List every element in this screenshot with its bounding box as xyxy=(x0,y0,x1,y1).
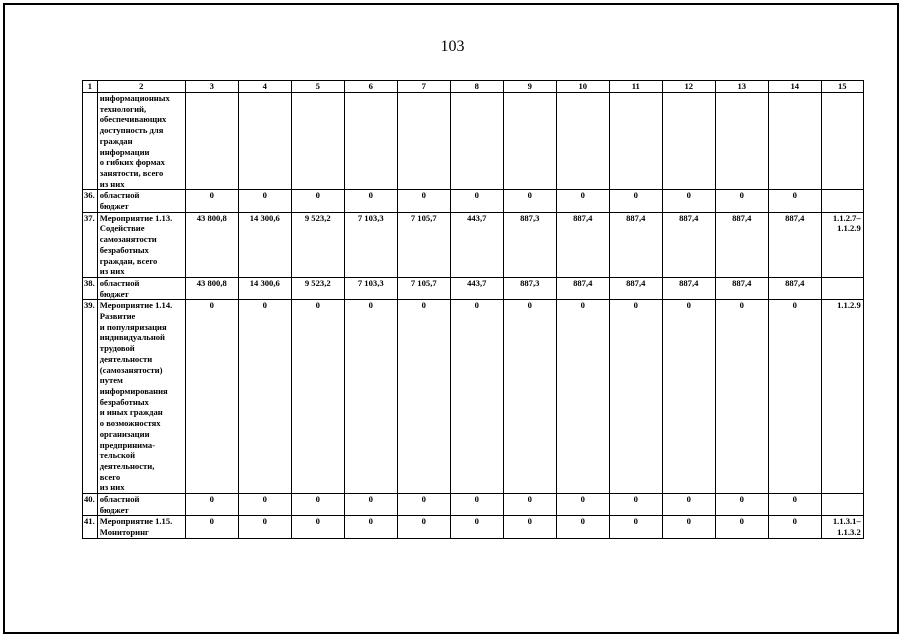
value-cell: 0 xyxy=(344,300,397,494)
value-cell: 0 xyxy=(768,300,821,494)
value-cell: 0 xyxy=(715,494,768,516)
value-cell: 0 xyxy=(662,494,715,516)
value-cell xyxy=(238,93,291,190)
value-cell: 0 xyxy=(556,300,609,494)
value-cell: 0 xyxy=(238,190,291,212)
column-header: 6 xyxy=(344,81,397,93)
value-cell: 0 xyxy=(238,494,291,516)
value-cell: 43 800,8 xyxy=(185,212,238,277)
value-cell: 0 xyxy=(556,516,609,538)
value-cell: 0 xyxy=(238,516,291,538)
value-cell: 7 103,3 xyxy=(344,277,397,299)
value-cell: 0 xyxy=(291,300,344,494)
value-cell: 887,3 xyxy=(503,277,556,299)
row-number: 39. xyxy=(83,300,98,494)
reference-cell xyxy=(821,93,863,190)
value-cell: 0 xyxy=(238,300,291,494)
value-cell: 0 xyxy=(397,190,450,212)
column-header: 7 xyxy=(397,81,450,93)
row-number: 37. xyxy=(83,212,98,277)
table-row xyxy=(83,494,864,516)
value-cell: 0 xyxy=(291,494,344,516)
row-name: Мероприятие 1.15. Мониторинг xyxy=(97,516,185,538)
column-header: 2 xyxy=(97,81,185,93)
column-header: 5 xyxy=(291,81,344,93)
value-cell: 887,4 xyxy=(768,212,821,277)
value-cell: 0 xyxy=(397,494,450,516)
value-cell: 7 105,7 xyxy=(397,212,450,277)
table-row xyxy=(83,93,864,190)
value-cell: 0 xyxy=(503,190,556,212)
value-cell: 887,4 xyxy=(556,212,609,277)
table-row xyxy=(83,190,864,212)
value-cell: 0 xyxy=(662,300,715,494)
value-cell: 0 xyxy=(291,190,344,212)
value-cell: 887,4 xyxy=(556,277,609,299)
value-cell: 0 xyxy=(450,516,503,538)
value-cell: 43 800,8 xyxy=(185,277,238,299)
value-cell xyxy=(185,93,238,190)
value-cell: 7 105,7 xyxy=(397,277,450,299)
column-header: 12 xyxy=(662,81,715,93)
value-cell xyxy=(503,93,556,190)
value-cell xyxy=(662,93,715,190)
page-number: 103 xyxy=(440,38,465,55)
value-cell: 0 xyxy=(185,190,238,212)
column-header: 13 xyxy=(715,81,768,93)
column-header: 11 xyxy=(609,81,662,93)
row-name: областной бюджет xyxy=(97,494,185,516)
row-number: 36. xyxy=(83,190,98,212)
value-cell: 0 xyxy=(768,494,821,516)
reference-cell xyxy=(821,277,863,299)
value-cell: 443,7 xyxy=(450,277,503,299)
value-cell: 0 xyxy=(450,494,503,516)
column-header: 4 xyxy=(238,81,291,93)
column-header: 3 xyxy=(185,81,238,93)
value-cell: 887,3 xyxy=(503,212,556,277)
value-cell: 0 xyxy=(768,190,821,212)
value-cell: 0 xyxy=(344,494,397,516)
row-name: Мероприятие 1.14. Развитие и популяризация индивидуальной трудовой деятельности (самозанятости) путем информирования безработных и иных граждан о возможностях организации предпринима- тельской деятельности, всего из них xyxy=(97,300,185,494)
value-cell: 0 xyxy=(503,300,556,494)
column-header: 9 xyxy=(503,81,556,93)
value-cell: 887,4 xyxy=(609,212,662,277)
value-cell: 9 523,2 xyxy=(291,212,344,277)
column-header: 10 xyxy=(556,81,609,93)
value-cell xyxy=(768,93,821,190)
value-cell xyxy=(609,93,662,190)
reference-cell: 1.1.2.7– 1.1.2.9 xyxy=(821,212,863,277)
value-cell: 7 103,3 xyxy=(344,212,397,277)
row-name: информационных технологий, обеспечивающих доступность для граждан информации о гибких формах занятости, всего из них xyxy=(97,93,185,190)
value-cell: 0 xyxy=(185,300,238,494)
value-cell: 0 xyxy=(715,300,768,494)
value-cell: 887,4 xyxy=(715,212,768,277)
value-cell: 0 xyxy=(715,516,768,538)
value-cell: 14 300,6 xyxy=(238,277,291,299)
value-cell: 9 523,2 xyxy=(291,277,344,299)
reference-cell xyxy=(821,190,863,212)
value-cell: 0 xyxy=(609,190,662,212)
value-cell: 0 xyxy=(662,516,715,538)
value-cell: 0 xyxy=(185,494,238,516)
value-cell: 0 xyxy=(768,516,821,538)
row-name: областной бюджет xyxy=(97,190,185,212)
reference-cell xyxy=(821,494,863,516)
value-cell: 887,4 xyxy=(768,277,821,299)
value-cell xyxy=(450,93,503,190)
value-cell: 0 xyxy=(397,300,450,494)
table-row xyxy=(83,212,864,277)
value-cell: 0 xyxy=(503,494,556,516)
value-cell xyxy=(397,93,450,190)
value-cell: 0 xyxy=(609,494,662,516)
value-cell: 14 300,6 xyxy=(238,212,291,277)
column-header: 1 xyxy=(83,81,98,93)
value-cell: 0 xyxy=(185,516,238,538)
value-cell: 0 xyxy=(503,516,556,538)
value-cell xyxy=(715,93,768,190)
table-row xyxy=(83,516,864,538)
value-cell: 0 xyxy=(556,494,609,516)
value-cell xyxy=(556,93,609,190)
value-cell: 0 xyxy=(450,190,503,212)
row-number: 41. xyxy=(83,516,98,538)
value-cell: 887,4 xyxy=(715,277,768,299)
column-header: 14 xyxy=(768,81,821,93)
value-cell: 887,4 xyxy=(662,277,715,299)
value-cell: 0 xyxy=(344,516,397,538)
value-cell: 0 xyxy=(344,190,397,212)
row-number xyxy=(83,93,98,190)
data-table xyxy=(82,80,864,539)
table-row xyxy=(83,300,864,494)
value-cell: 0 xyxy=(450,300,503,494)
value-cell: 443,7 xyxy=(450,212,503,277)
value-cell: 0 xyxy=(397,516,450,538)
row-number: 38. xyxy=(83,277,98,299)
value-cell: 887,4 xyxy=(609,277,662,299)
column-header: 15 xyxy=(821,81,863,93)
table-row xyxy=(83,277,864,299)
row-name: областной бюджет xyxy=(97,277,185,299)
column-header: 8 xyxy=(450,81,503,93)
value-cell: 0 xyxy=(291,516,344,538)
value-cell: 0 xyxy=(715,190,768,212)
value-cell: 0 xyxy=(609,516,662,538)
value-cell xyxy=(291,93,344,190)
value-cell: 0 xyxy=(662,190,715,212)
value-cell: 0 xyxy=(609,300,662,494)
reference-cell: 1.1.2.9 xyxy=(821,300,863,494)
table-header-row xyxy=(83,81,864,93)
row-name: Мероприятие 1.13. Содействие самозанятости безработных граждан, всего из них xyxy=(97,212,185,277)
value-cell xyxy=(344,93,397,190)
row-number: 40. xyxy=(83,494,98,516)
value-cell: 0 xyxy=(556,190,609,212)
reference-cell: 1.1.3.1– 1.1.3.2 xyxy=(821,516,863,538)
value-cell: 887,4 xyxy=(662,212,715,277)
